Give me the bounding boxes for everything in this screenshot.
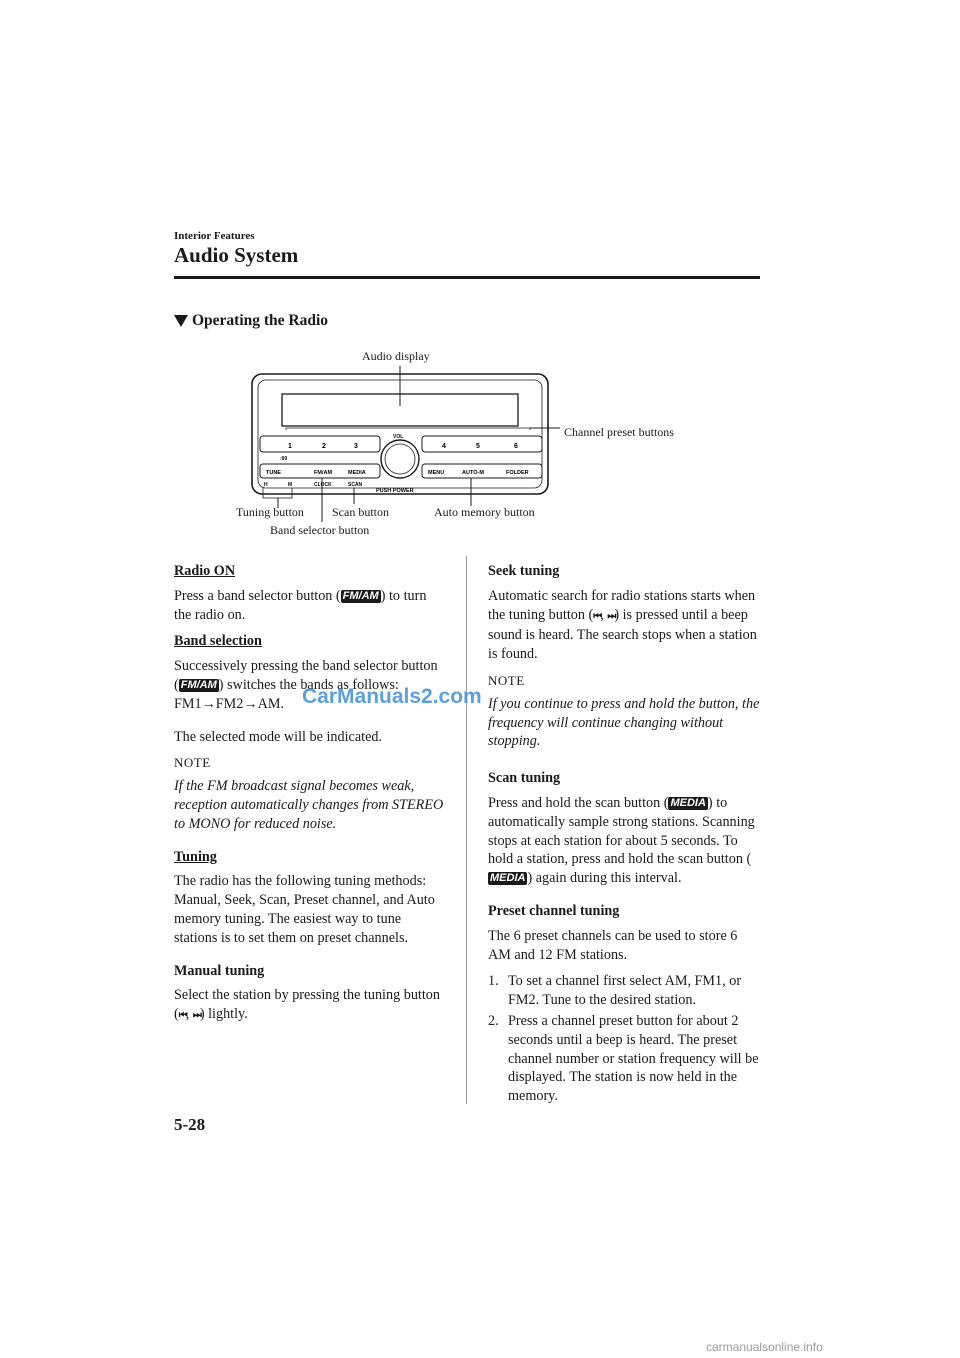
audio-display-label: Audio display — [362, 349, 430, 363]
radio-on-text: Press a band selector button ( FM/AM ) to turn the radio on. — [174, 587, 427, 623]
m-label: M — [288, 482, 293, 488]
page-title: Audio System — [174, 243, 299, 267]
vol-label: VOL — [393, 434, 404, 440]
fm-am-button-icon: FM/AM — [342, 589, 379, 602]
seek-tuning-text: Automatic search for radio stations starts when the tuning button (⏮, ⏭) is pressed until a beep sound is heard. The search stops when a station is found. — [488, 587, 757, 663]
triangle-down-icon — [174, 315, 188, 327]
page-number: 5-28 — [174, 1115, 206, 1134]
folder-label: FOLDER — [506, 470, 529, 476]
auto-memory-label: Auto memory button — [434, 505, 535, 519]
scan-tuning-text: Press and hold the scan button ( MEDIA ) to automatically sample strong stations. Scanning stops at each station for about 5 seconds. To hold a station, press and hold the scan button (MEDIA ) again during this interval. — [488, 794, 755, 887]
column-divider — [466, 556, 467, 1104]
tuning-text: The radio has the following tuning methods: Manual, Seek, Scan, Preset channel, and Auto memory tuning. The easiest way to tune stations is to set them on preset channels. — [174, 873, 435, 946]
preset-strip-left — [260, 436, 380, 452]
section-label: Interior Features — [174, 230, 255, 242]
scan-label: SCAN — [348, 482, 363, 488]
watermark: CarManuals2.com — [302, 685, 482, 708]
push-power-label: PUSH POWER — [376, 488, 414, 494]
band-indicated-text: The selected mode will be indicated. — [174, 728, 383, 745]
preset-5-label: 5 — [476, 443, 480, 450]
h-label: H — [264, 482, 268, 488]
seek-back-icon: ⏮ — [178, 1010, 186, 1022]
seek-note-text: If you continue to press and hold the button, the frequency will continue changing without stopping. — [488, 695, 760, 750]
menu-label: MENU — [428, 470, 445, 476]
preset-3-label: 3 — [354, 443, 358, 450]
list-item: 1. To set a channel first select AM, FM1, or FM2. Tune to the desired station. — [488, 973, 742, 1009]
radio-unit-diagram — [230, 342, 710, 542]
fm-am-button-icon: FM/AM — [180, 678, 217, 691]
band-selection-heading: Band selection — [174, 633, 262, 650]
band-selection-text: Successively pressing the band selector button ( FM/AM ) switches the bands as follows: FM1→FM2→AM. — [174, 658, 438, 712]
preset-steps-list — [488, 972, 760, 1106]
auto-m-label: AUTO-M — [462, 470, 484, 476]
title-divider — [174, 276, 760, 279]
channel-preset-label: Channel preset buttons — [564, 425, 674, 439]
scan-button-label: Scan button — [332, 505, 389, 519]
footer-url: carmanualsonline.info — [706, 1340, 823, 1354]
media-label: MEDIA — [348, 470, 366, 476]
preset-tuning-heading: Preset channel tuning — [488, 902, 620, 919]
band-selector-label: Band selector button — [270, 523, 370, 537]
left-column — [174, 562, 444, 1034]
preset-tuning-text: The 6 preset channels can be used to store 6 AM and 12 FM stations. — [488, 927, 738, 963]
radio-on-heading: Radio ON — [174, 563, 236, 579]
note-label: NOTE — [174, 755, 211, 771]
tuning-button-label: Tuning button — [236, 505, 304, 519]
fm-am-label: FM/AM — [314, 470, 333, 476]
preset-4-label: 4 — [442, 443, 446, 450]
volume-knob — [381, 440, 419, 478]
sub-00-label: :00 — [280, 456, 288, 462]
right-column — [488, 562, 760, 1108]
seek-forward-icon: ⏭ — [607, 610, 615, 622]
media-button-icon: MEDIA — [670, 796, 706, 809]
preset-6-label: 6 — [514, 443, 518, 450]
tune-label: TUNE — [266, 470, 281, 476]
seek-forward-icon: ⏭ — [192, 1010, 200, 1022]
preset-1-label: 1 — [288, 443, 292, 450]
list-item: 2. Press a channel preset button for about 2 seconds until a beep is heard. The preset channel number or station frequency will be displayed. The station is now held in the memory. — [488, 1012, 759, 1105]
media-button-icon: MEDIA — [490, 872, 526, 885]
seek-back-icon: ⏮ — [593, 610, 601, 622]
manual-tuning-text: Select the station by pressing the tuning button (⏮, ⏭) lightly. — [174, 987, 440, 1023]
clock-label: CLOCK — [314, 482, 332, 488]
band-note-text: If the FM broadcast signal becomes weak, reception automatically changes from STEREO to MONO for reduced noise. — [174, 778, 444, 832]
preset-2-label: 2 — [322, 443, 326, 450]
seek-tuning-heading: Seek tuning — [488, 563, 560, 579]
scan-tuning-heading: Scan tuning — [488, 770, 561, 787]
tuning-heading: Tuning — [174, 848, 217, 865]
preset-strip-right — [422, 436, 542, 452]
manual-tuning-heading: Manual tuning — [174, 962, 265, 979]
note-label: NOTE — [488, 672, 525, 688]
subsection-heading-text: Operating the Radio — [192, 312, 329, 329]
subsection-heading — [174, 312, 328, 330]
